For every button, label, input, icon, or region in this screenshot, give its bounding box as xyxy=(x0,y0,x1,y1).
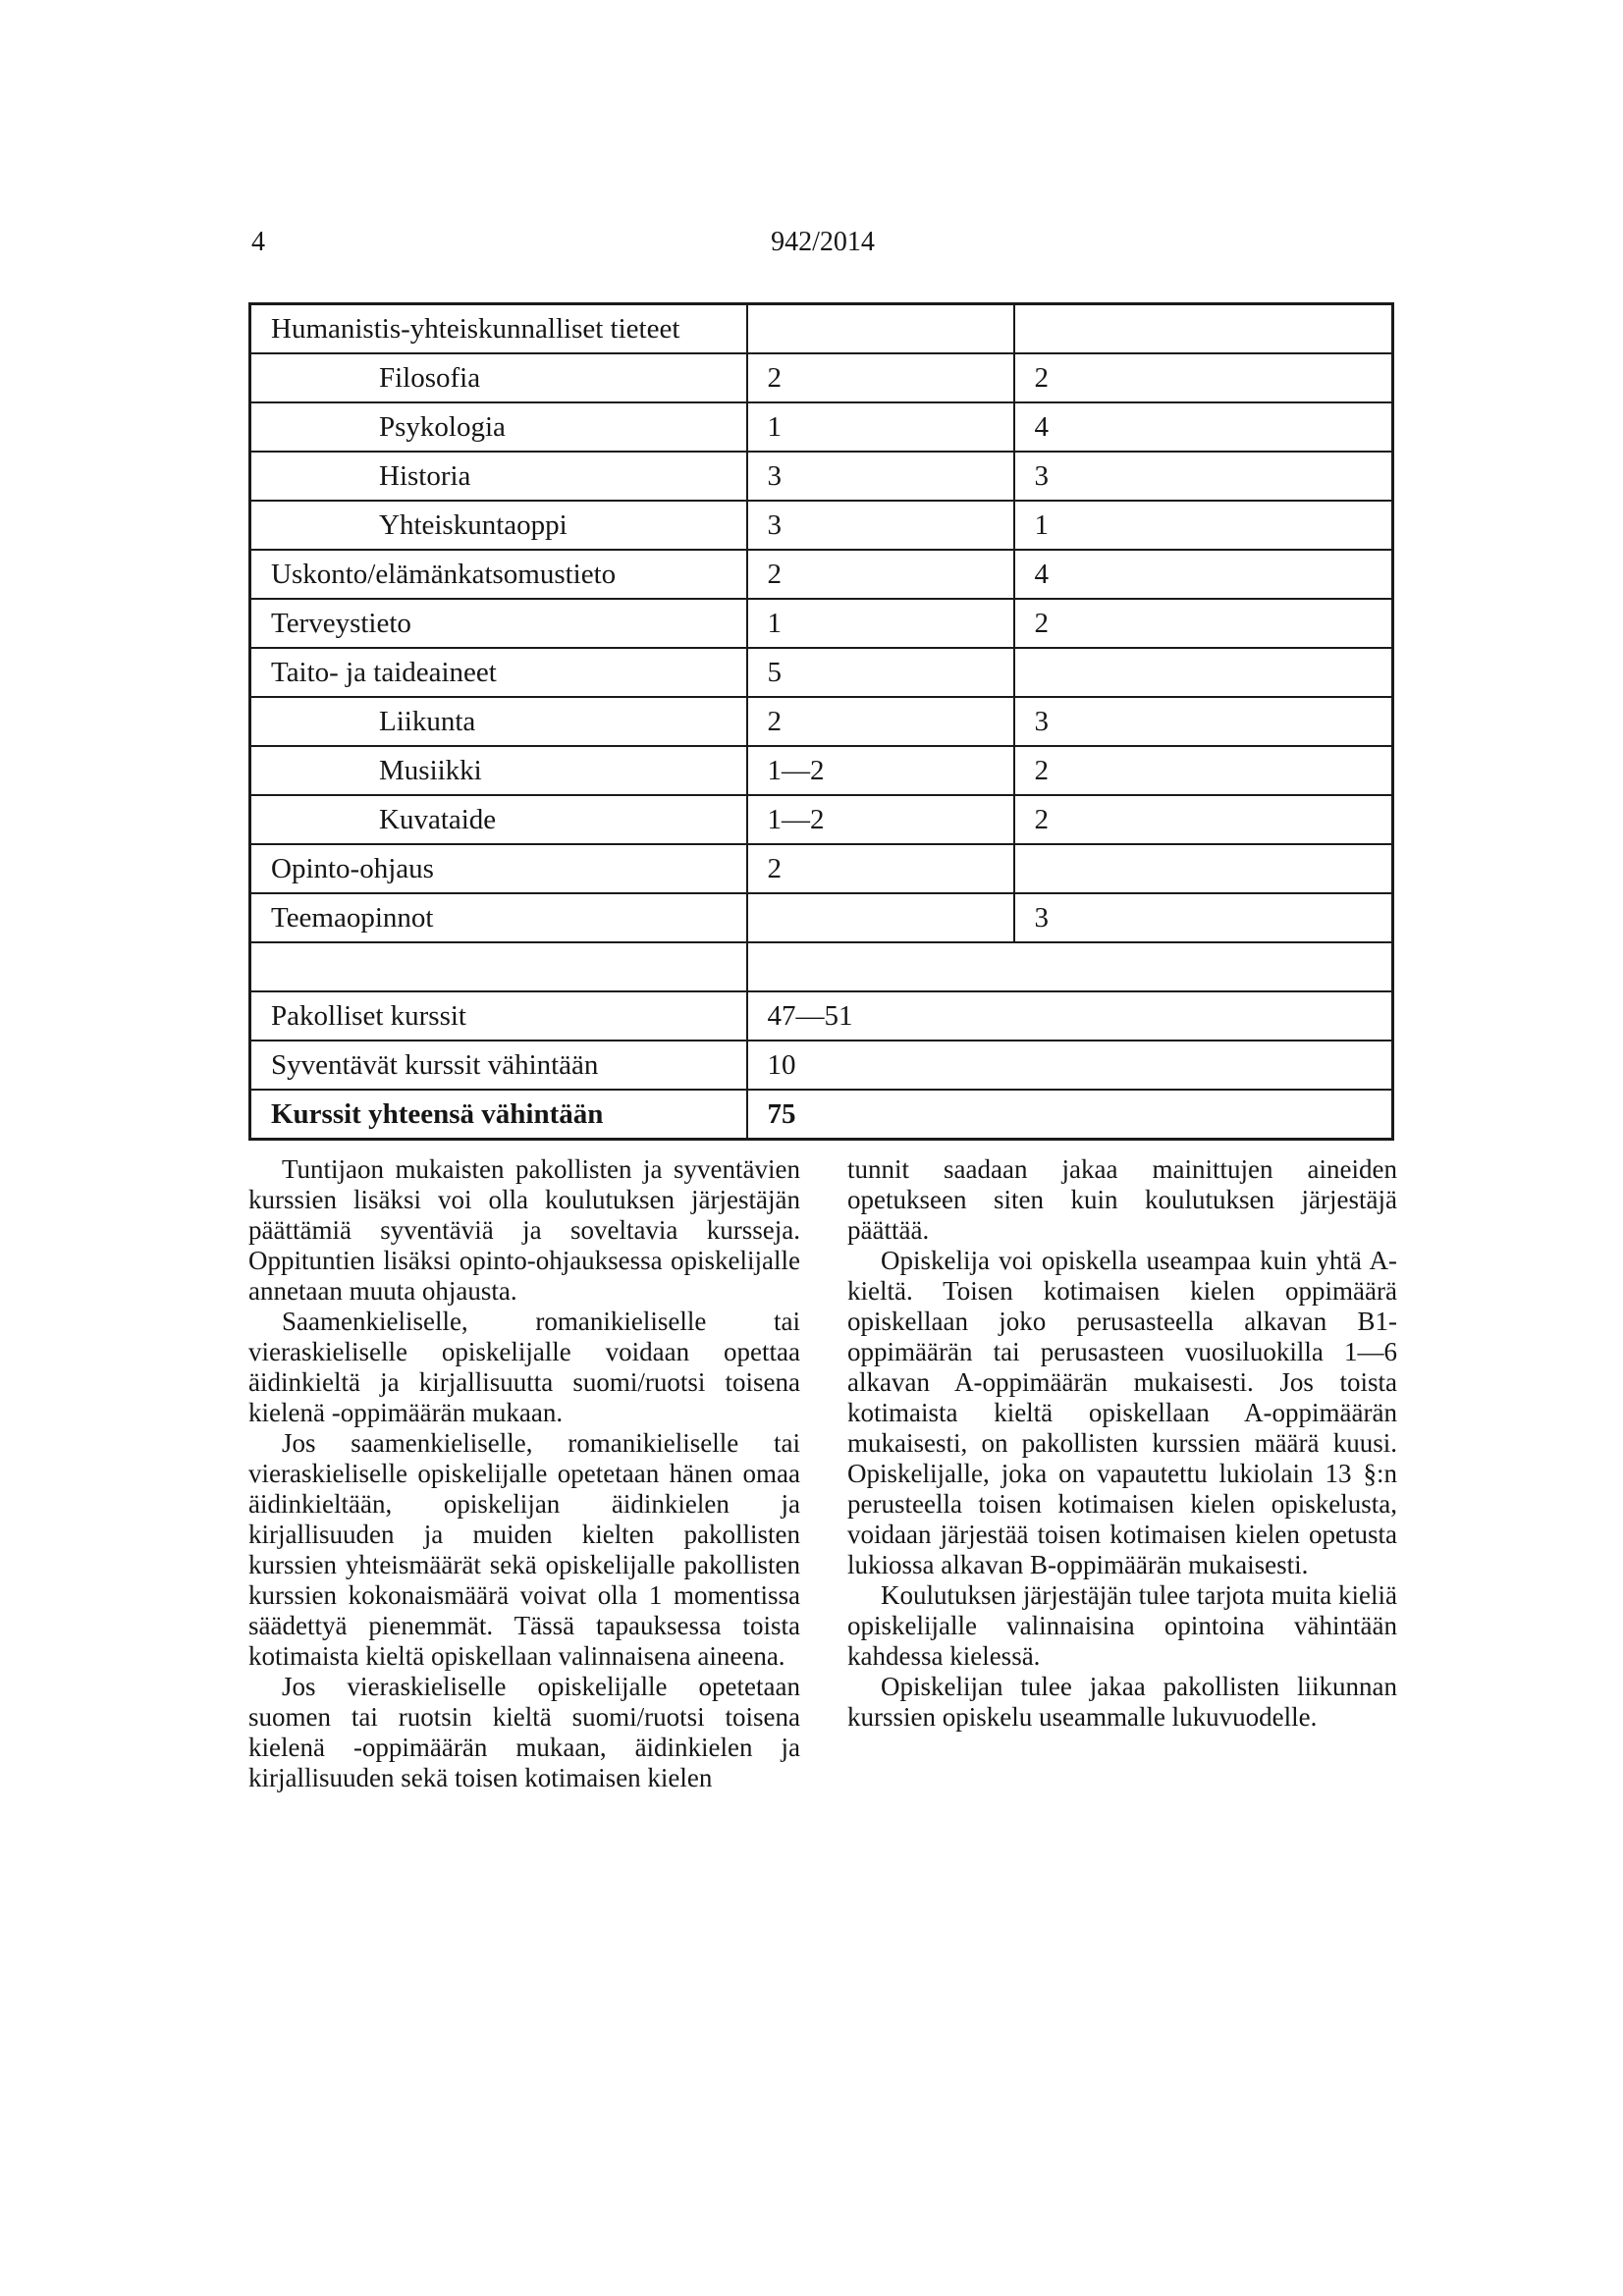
value-cell: 2 xyxy=(747,353,1014,402)
paragraph: Saamenkieliselle, romanikieliselle tai vieraskieliselle opiskelijalle voidaan opettaa äidinkieltä ja kirjallisuutta suomi/ruotsi toisena kielenä -oppimäärän mukaan. xyxy=(248,1307,800,1427)
subject-cell: Filosofia xyxy=(250,353,747,402)
doc-number: 942/2014 xyxy=(771,227,875,257)
value-cell xyxy=(747,893,1014,942)
value-cell: 5 xyxy=(747,648,1014,697)
value-cell: 2 xyxy=(747,697,1014,746)
paragraph: Tuntijaon mukaisten pakollisten ja syventävien kurssien lisäksi voi olla koulutuksen järjestäjän päättämiä syventäviä ja soveltavia kursseja. Oppituntien lisäksi opinto-ohjauksessa opiskelijalle annetaan muuta ohjausta. xyxy=(248,1154,800,1306)
value-cell: 1—2 xyxy=(747,795,1014,844)
table-row-spacer xyxy=(250,942,1393,991)
value-cell xyxy=(1014,648,1393,697)
page-number: 4 xyxy=(251,227,265,257)
value-cell: 75 xyxy=(747,1090,1393,1140)
value-cell: 3 xyxy=(1014,697,1393,746)
table-row xyxy=(250,501,1393,550)
body-text xyxy=(248,1154,1397,1793)
value-cell: 3 xyxy=(1014,893,1393,942)
table-row xyxy=(250,991,1393,1041)
subject-cell: Teemaopinnot xyxy=(250,893,747,942)
value-cell: 2 xyxy=(747,550,1014,599)
subject-cell: Syventävät kurssit vähintään xyxy=(250,1041,747,1090)
body-column-right xyxy=(847,1154,1397,1793)
value-cell: 2 xyxy=(747,844,1014,893)
course-table xyxy=(248,302,1394,1141)
body-column-left xyxy=(248,1154,800,1793)
table-row xyxy=(250,648,1393,697)
table-row xyxy=(250,746,1393,795)
table-row xyxy=(250,452,1393,501)
value-cell xyxy=(1014,844,1393,893)
subject-cell: Liikunta xyxy=(250,697,747,746)
value-cell xyxy=(1014,304,1393,354)
table-row xyxy=(250,844,1393,893)
table-row xyxy=(250,550,1393,599)
subject-cell: Yhteiskuntaoppi xyxy=(250,501,747,550)
value-cell: 10 xyxy=(747,1041,1393,1090)
value-cell: 47—51 xyxy=(747,991,1393,1041)
paragraph: Koulutuksen järjestäjän tulee tarjota muita kieliä opiskelijalle valinnaisina opintoina vähintään kahdessa kielessä. xyxy=(847,1580,1397,1671)
value-cell: 2 xyxy=(1014,599,1393,648)
value-cell: 1—2 xyxy=(747,746,1014,795)
value-cell: 2 xyxy=(1014,795,1393,844)
subject-cell: Pakolliset kurssit xyxy=(250,991,747,1041)
value-cell: 3 xyxy=(747,452,1014,501)
table-row-total xyxy=(250,1090,1393,1140)
paragraph: tunnit saadaan jakaa mainittujen aineiden opetukseen siten kuin koulutuksen järjestäjä päättää. xyxy=(847,1154,1397,1245)
value-cell: 2 xyxy=(1014,746,1393,795)
value-cell: 4 xyxy=(1014,550,1393,599)
subject-cell: Musiikki xyxy=(250,746,747,795)
table-row xyxy=(250,599,1393,648)
value-cell: 3 xyxy=(1014,452,1393,501)
subject-cell: Kurssit yhteensä vähintään xyxy=(250,1090,747,1140)
subject-cell: Kuvataide xyxy=(250,795,747,844)
subject-cell: Historia xyxy=(250,452,747,501)
paragraph: Jos saamenkieliselle, romanikieliselle tai vieraskieliselle opiskelijalle opetetaan hänen omaa äidinkieltään, opiskelijan äidinkielen ja kirjallisuuden ja muiden kielten pakollisten kurssien yhteismäärät sekä opiskelijalle pakollisten kurssien kokonaismäärä voivat olla 1 momentissa säädettyä pienemmät. Tässä tapauksessa toista kotimaista kieltä opiskellaan valinnaisena aineena. xyxy=(248,1428,800,1671)
subject-cell: Humanistis-yhteiskunnalliset tieteet xyxy=(250,304,747,354)
page-header xyxy=(251,227,1394,260)
subject-cell: Uskonto/elämänkatsomustieto xyxy=(250,550,747,599)
value-cell: 1 xyxy=(747,599,1014,648)
table-row xyxy=(250,1041,1393,1090)
table-row xyxy=(250,697,1393,746)
subject-cell: Opinto-ohjaus xyxy=(250,844,747,893)
value-cell: 4 xyxy=(1014,402,1393,452)
table-row xyxy=(250,893,1393,942)
table-row xyxy=(250,795,1393,844)
paragraph: Opiskelija voi opiskella useampaa kuin yhtä A-kieltä. Toisen kotimaisen kielen oppimäärä opiskellaan joko perusasteella alkavan B1-oppimäärän tai perusasteen vuosiluokilla 1—6 alkavan A-oppimäärän mukaisesti. Jos toista kotimaista kieltä opiskellaan A-oppimäärän mukaisesti, on pakollisten kurssien määrä kuusi. Opiskelijalle, joka on vapautettu lukiolain 13 §:n perusteella toisen kotimaisen kielen opiskelusta, voidaan järjestää toisen kotimaisen kielen opetusta lukiossa alkavan B-oppimäärän mukaisesti. xyxy=(847,1246,1397,1579)
table-row xyxy=(250,402,1393,452)
value-cell: 3 xyxy=(747,501,1014,550)
value-cell: 1 xyxy=(747,402,1014,452)
subject-cell: Taito- ja taideaineet xyxy=(250,648,747,697)
subject-cell xyxy=(250,942,747,991)
paragraph: Opiskelijan tulee jakaa pakollisten liikunnan kurssien opiskelu useammalle lukuvuodelle. xyxy=(847,1672,1397,1732)
subject-cell: Psykologia xyxy=(250,402,747,452)
value-cell: 2 xyxy=(1014,353,1393,402)
table-row xyxy=(250,353,1393,402)
table-row xyxy=(250,304,1393,354)
value-cell xyxy=(747,942,1393,991)
paragraph: Jos vieraskieliselle opiskelijalle opetetaan suomen tai ruotsin kieltä suomi/ruotsi toisena kielenä -oppimäärän mukaan, äidinkielen ja kirjallisuuden sekä toisen kotimaisen kielen xyxy=(248,1672,800,1792)
subject-cell: Terveystieto xyxy=(250,599,747,648)
value-cell xyxy=(747,304,1014,354)
value-cell: 1 xyxy=(1014,501,1393,550)
